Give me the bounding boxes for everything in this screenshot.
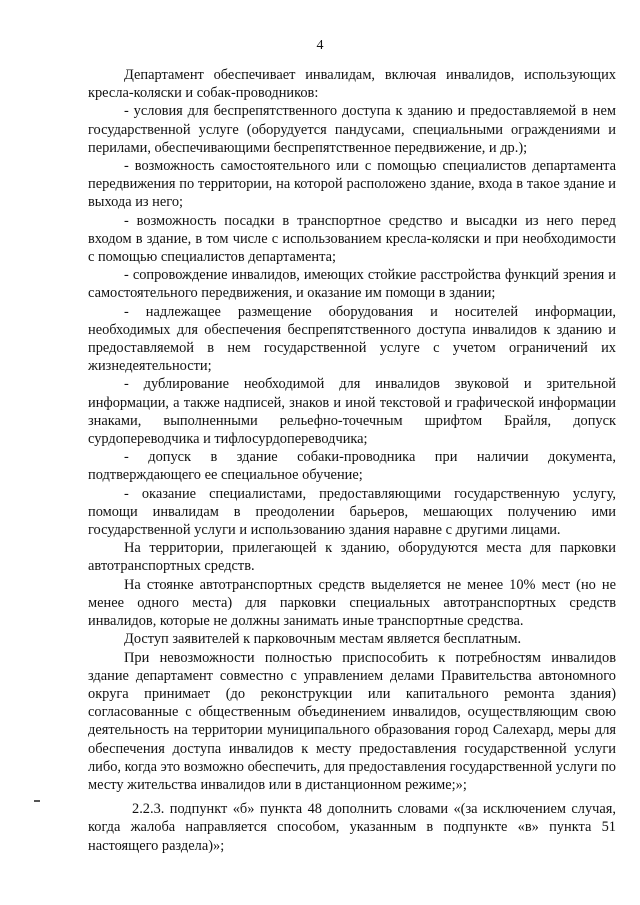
paragraph-accessibility-measures: При невозможности полностью приспособить к потребностям инвалидов здание департамент совместно с управлением делами Правительства автономного округа принимает (до реконструкции или капитального ремонта здания) согласованные с общественным объединением инвалидов, осуществляющим свою деятельность на территории муниципального образования город Салехард, меры для обеспечения доступа инвалидов к месту предоставления государственной услуги либо, когда это возможно обеспечить, для предоставления государственной услуги по месту жительства инвалидов или в дистанционном режиме;»; bbox=[88, 649, 616, 793]
list-item: - допуск в здание собаки-проводника при наличии документа, подтверждающего ее специальное обучение; bbox=[88, 449, 616, 484]
list-item: - возможность самостоятельного или с помощью специалистов департамента передвижения по территории, на которой расположено здание, входа в такое здание и выхода из него; bbox=[88, 158, 616, 211]
margin-mark bbox=[34, 800, 40, 802]
list-item: - возможность посадки в транспортное средство и высадки из него перед входом в здание, в том числе с использованием кресла-коляски и при необходимости с помощью специалистов департамента; bbox=[88, 212, 616, 266]
paragraph-parking-free: Доступ заявителей к парковочным местам является бесплатным. bbox=[124, 631, 522, 648]
list-item: - условия для беспрепятственного доступа к зданию и предоставляемой в нем государственной услуге (оборудуется пандусами, специальными ограждениями и перилами, обеспечивающими беспрепятственное передвижение, и др.); bbox=[88, 103, 616, 156]
list-item: - дублирование необходимой для инвалидов звуковой и зрительной информации, а также надписей, знаков и иной текстовой и графической информации знаками, выполненными рельефно-точечным шрифтом Брайля, допуск сурдопереводчика и тифлосурдопереводчика; bbox=[88, 376, 616, 448]
list-item: - сопровождение инвалидов, имеющих стойкие расстройства функций зрения и самостоятельного передвижения, и оказание им помощи в здании; bbox=[88, 267, 616, 302]
list-item: - оказание специалистами, предоставляющими государственную услугу, помощи инвалидам в преодолении барьеров, мешающих получению ими государственной услуги и использованию здания наравне с другими лицами. bbox=[88, 485, 616, 539]
paragraph-amendment: 2.2.3. подпункт «б» пункта 48 дополнить словами «(за исключением случая, когда жалоба направляется способом, указанным в подпункте «в» пункта 51 настоящего раздела)»; bbox=[88, 801, 616, 854]
paragraph-intro: Департамент обеспечивает инвалидам, включая инвалидов, использующих кресла-коляски и собак-проводников: bbox=[88, 67, 616, 102]
page-number: 4 bbox=[316, 38, 324, 53]
list-item: - надлежащее размещение оборудования и носителей информации, необходимых для обеспечения беспрепятственного доступа инвалидов к зданию и предоставляемой в нем государственной услуге с учетом ограничений их жизнедеятельности; bbox=[88, 303, 616, 375]
document-body bbox=[88, 66, 616, 855]
paragraph-parking-quota: На стоянке автотранспортных средств выделяется не менее 10% мест (но не менее одного места) для парковки специальных автотранспортных средств инвалидов, которые не должны занимать иные транспортные средства. bbox=[88, 576, 616, 630]
paragraph-parking: На территории, прилегающей к зданию, оборудуются места для парковки автотранспортных средств. bbox=[88, 540, 616, 575]
